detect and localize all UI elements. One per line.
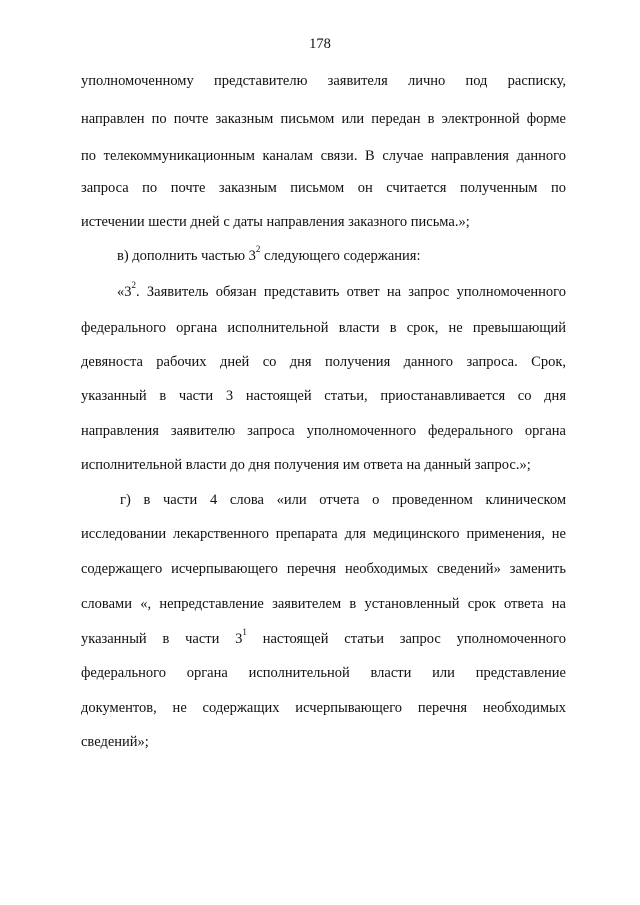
- body-line: исполнительной власти до дня получения им ответа на данный запрос.»;: [81, 457, 531, 473]
- superscript: 1: [242, 627, 247, 638]
- text-fragment: «3: [117, 284, 132, 300]
- body-line: истечении шести дней с даты направления заказного письма.»;: [81, 214, 470, 230]
- body-line: документов, не содержащих исчерпывающего перечня необходимых: [81, 700, 566, 716]
- body-line: девяноста рабочих дней со дня получения данного запроса. Срок,: [81, 354, 566, 370]
- body-line: сведений»;: [81, 734, 149, 750]
- body-line: содержащего исчерпывающего перечня необходимых сведений» заменить: [81, 561, 566, 577]
- body-line: по телекоммуникационным каналам связи. В случае направления данного: [81, 148, 566, 164]
- amendment-item-v: [117, 244, 566, 265]
- text-fragment: настоящей статьи запрос уполномоченного: [246, 631, 566, 647]
- text-fragment: в) дополнить частью 3: [117, 248, 256, 264]
- body-line: исследовании лекарственного препарата для медицинского применения, не: [81, 526, 566, 542]
- body-line: словами «, непредставление заявителем в установленный срок ответа на: [81, 596, 566, 612]
- text-fragment: указанный в части 3: [81, 631, 243, 647]
- body-line: направления заявителю запроса уполномоченного федерального органа: [81, 423, 566, 439]
- amendment-item-g: г) в части 4 слова «или отчета о проведенном клиническом: [120, 492, 566, 508]
- superscript: 2: [131, 280, 136, 291]
- text-fragment: следующего содержания:: [260, 248, 421, 264]
- body-line: федерального органа исполнительной власти в срок, не превышающий: [81, 320, 566, 336]
- body-line: уполномоченному представителю заявителя лично под расписку,: [81, 73, 566, 89]
- page-number: 178: [309, 36, 331, 52]
- body-line: [81, 627, 566, 648]
- body-line: запроса по почте заказным письмом он считается полученным по: [81, 180, 566, 196]
- superscript: 2: [255, 244, 261, 255]
- body-line: направлен по почте заказным письмом или передан в электронной форме: [81, 111, 566, 127]
- text-fragment: . Заявитель обязан представить ответ на запрос уполномоченного: [136, 284, 566, 300]
- body-line: указанный в части 3 настоящей статьи, приостанавливается со дня: [81, 388, 566, 404]
- body-line: федерального органа исполнительной власти или представление: [81, 665, 566, 681]
- quoted-part-heading: [117, 280, 566, 301]
